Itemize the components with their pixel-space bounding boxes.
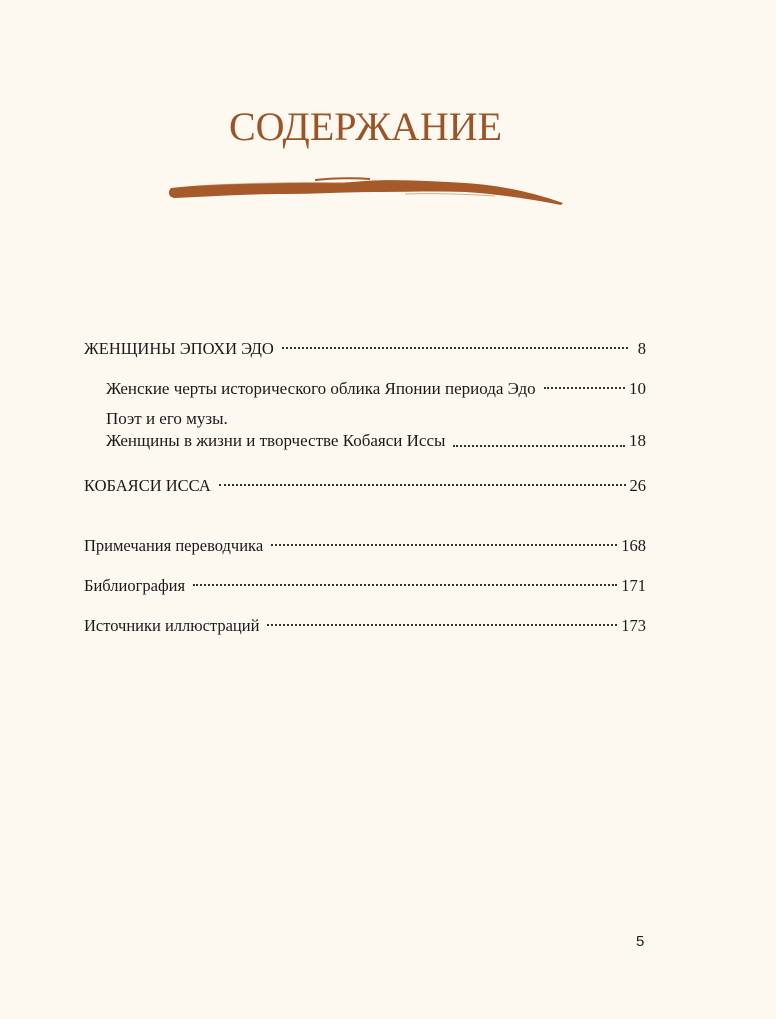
toc-entry[interactable] — [84, 529, 646, 557]
toc-entry-page: 173 — [621, 616, 646, 635]
dot-leader — [267, 609, 617, 631]
brush-stroke-decoration — [165, 172, 565, 212]
toc-entry-page: 168 — [621, 536, 646, 555]
toc-entry-page: 171 — [621, 576, 646, 595]
toc-entry-label — [106, 408, 445, 452]
toc-entry[interactable] — [106, 372, 646, 400]
toc-entry-label-line: Поэт и его музы. — [106, 409, 228, 428]
toc-entry[interactable] — [84, 569, 646, 597]
toc-entry-label: КОБАЯСИ ИССА — [84, 476, 211, 495]
dot-leader — [282, 332, 628, 354]
toc-entry[interactable] — [106, 408, 646, 452]
dot-leader — [453, 430, 625, 452]
toc-entry[interactable] — [84, 469, 646, 497]
toc-entry[interactable] — [84, 609, 646, 637]
page-number: 5 — [636, 933, 645, 950]
toc-entry-page: 18 — [629, 431, 646, 450]
dot-leader — [219, 469, 626, 491]
toc-entry-page: 26 — [629, 476, 646, 495]
toc-entry-label: ЖЕНЩИНЫ ЭПОХИ ЭДО — [84, 339, 274, 358]
dot-leader — [193, 569, 617, 591]
toc-entry-page: 8 — [637, 339, 646, 358]
page-title: СОДЕРЖАНИЕ — [228, 104, 503, 149]
toc-entry[interactable] — [84, 332, 646, 360]
toc-entry-label-line: Женщины в жизни и творчестве Кобаяси Иссы — [106, 431, 446, 450]
toc-entry-label: Библиография — [84, 576, 186, 595]
toc-entry-page: 10 — [629, 379, 646, 398]
dot-leader — [544, 372, 625, 394]
toc-entry-label: Источники иллюстраций — [84, 616, 260, 635]
dot-leader — [271, 529, 617, 551]
toc-entry-label: Примечания переводчика — [84, 536, 264, 555]
toc-entry-label: Женские черты исторического облика Японии периода Эдо — [106, 379, 536, 398]
